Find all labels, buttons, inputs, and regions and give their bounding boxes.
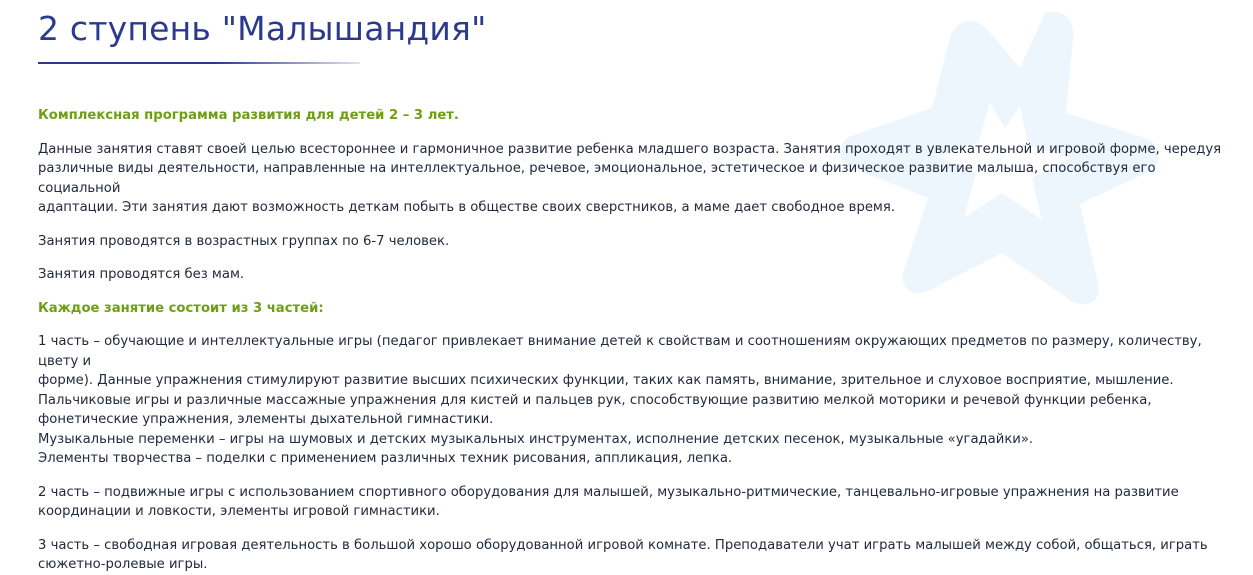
text-line: 2 часть – подвижные игры с использованием спортивного оборудования для малышей, музыкально-ритмические, танцевально-игровые упражнения на развитие xyxy=(38,484,1179,500)
text-line: координации и ловкости, элементы игровой гимнастики. xyxy=(38,504,440,519)
part3-paragraph xyxy=(38,536,1233,575)
text-line: Пальчиковые игры и различные массажные упражнения для кистей и пальцев рук, способствующие развитию мелкой моторики и речевой функции ребенка, xyxy=(38,392,1152,408)
text-line: адаптации. Эти занятия дают возможность деткам побыть в обществе своих сверстников, а маме дает свободное время. xyxy=(38,200,896,215)
intro-paragraph xyxy=(38,140,1233,218)
part1-paragraph xyxy=(38,332,1233,469)
text-line: различные виды деятельности, направленные на интеллектуальное, речевое, эмоциональное, эстетическое и физическое развитие малыша, способствуя его социальной xyxy=(38,161,1156,196)
title-underline xyxy=(38,62,360,64)
text-line: сюжетно-ролевые игры. xyxy=(38,557,208,572)
groups-paragraph: Занятия проводятся в возрастных группах по 6-7 человек. xyxy=(38,233,450,249)
text-line: 3 часть – свободная игровая деятельность в большой хорошо оборудованной игровой комнате. Преподаватели учат играть малышей между собой, общаться, играть xyxy=(38,537,1208,553)
text-line: Музыкальные переменки – игры на шумовых и детских музыкальных инструментах, исполнение детских песенок, музыкальные «угадайки». xyxy=(38,431,1034,447)
program-lead: Комплексная программа развития для детей 2 – 3 лет. xyxy=(38,108,459,123)
page-title: 2 ступень "Малышандия" xyxy=(38,9,487,48)
text-line: 1 часть – обучающие и интеллектуальные игры (педагог привлекает внимание детей к свойствам и соотношениям окружающих предметов по размеру, количеству, цвету и xyxy=(38,334,1202,369)
parts-heading: Каждое занятие состоит из 3 частей: xyxy=(38,300,324,316)
text-line: фонетические упражнения, элементы дыхательной гимнастики. xyxy=(38,412,494,427)
part2-paragraph xyxy=(38,483,1233,522)
text-line: Данные занятия ставят своей целью всестороннее и гармоничное развитие ребенка младшего возраста. Занятия проходят в увлекательной и игровой форме, чередуя xyxy=(38,141,1222,157)
without-moms-paragraph: Занятия проводятся без мам. xyxy=(38,267,245,282)
text-line: Элементы творчества – поделки с применением различных техник рисования, аппликация, лепка. xyxy=(38,451,733,466)
text-line: форме). Данные упражнения стимулируют развитие высших психических функции, таких как память, внимание, зрительное и слуховое восприятие, мышление. xyxy=(38,373,1174,388)
